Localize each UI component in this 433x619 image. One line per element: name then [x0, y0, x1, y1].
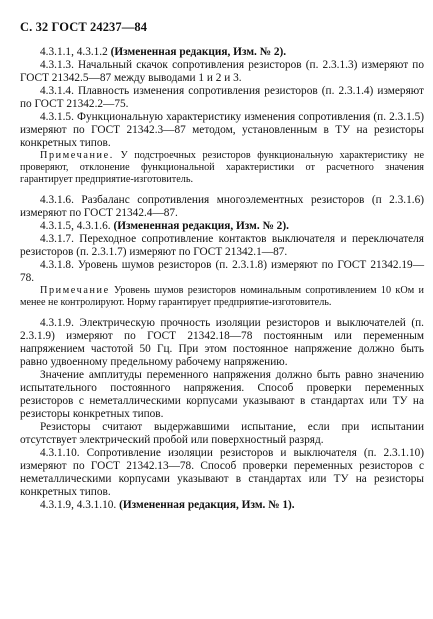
paragraph-4-3-1-8: 4.3.1.8. Уровень шумов резисторов (п. 2.3.1.8) измеряют по ГОСТ 21342.19—78. [20, 259, 424, 284]
paragraph-4-3-1-10: 4.3.1.10. Сопротивление изоляции резисторов и выключателя (п. 2.3.1.10) измеряют по ГОСТ 21342.13—78. Способ проверки переменных резисторов с неметаллическими корпусами указывают в стандартах или ТУ на резисторы конкретных типов. [20, 447, 424, 498]
paragraph-4-3-1-9: 4.3.1.9. Электрическую прочность изоляции резисторов и выключателей (п. 2.3.1.9) измеряют по ГОСТ 21342.18—78 постоянным или переменным напряжением частотой 50 Гц. При этом постоянное напряжение должно быть равно удвоенному предельному рабочему напряжению. [20, 317, 424, 368]
amendment-note: (Измененная редакция, Изм. № 1). [119, 499, 295, 511]
clause-numbers: 4.3.1.5, 4.3.1.6. [40, 220, 111, 232]
paragraph-4-3-1-6: 4.3.1.6. Разбаланс сопротивления многоэлементных резисторов (п 2.3.1.6) измеряют по ГОСТ 21342.4—87. [20, 194, 424, 219]
amendment-note: (Измененная редакция, Изм. № 2). [113, 220, 289, 232]
note-text: У подстроечных резисторов функциональную характеристику не проверяют, отклонение функциональной характеристики от расчетного значения гарантирует предприятие-изготовитель. [20, 150, 424, 185]
note-label: Примечание. [40, 150, 114, 161]
note-label: Примечание [40, 285, 110, 296]
paragraph-test-passed: Резисторы считают выдержавшими испытание, если при испытании отсутствует электрический пробой или поверхностный разряд. [20, 421, 424, 446]
page-header: С. 32 ГОСТ 24237—84 [20, 20, 148, 34]
paragraph-4-3-1-5: 4.3.1.5. Функциональную характеристику изменения сопротивления (п. 2.3.1.5) измеряют по ГОСТ 21342.3—87 методом, установленным в ТУ на резисторы конкретных типов. [20, 111, 424, 149]
note-functional-characteristic [20, 150, 424, 186]
note-noise-level [20, 285, 424, 309]
paragraph-amplitude: Значение амплитуды переменного напряжения должно быть равно значению испытательного постоянного напряжения. Способ проверки переменных резисторов с неметаллическими корпусами указывают в стандартах или ТУ на резисторы конкретных типов. [20, 369, 424, 420]
paragraph-4-3-1-9-10-amendment [20, 499, 424, 512]
note-text: Уровень шумов резисторов номинальным сопротивлением 10 кОм и менее не контролируют. Норму гарантирует предприятие-изготовитель. [20, 285, 424, 308]
document-body [20, 46, 424, 512]
paragraph-4-3-1-5-6-amendment [20, 220, 424, 233]
clause-numbers: 4.3.1.1, 4.3.1.2 [40, 46, 108, 58]
clause-numbers: 4.3.1.9, 4.3.1.10. [40, 499, 117, 511]
paragraph-4-3-1-4: 4.3.1.4. Плавность изменения сопротивления резисторов (п. 2.3.1.4) измеряют по ГОСТ 21342.2—75. [20, 85, 424, 110]
paragraph-4-3-1-3: 4.3.1.3. Начальный скачок сопротивления резисторов (п. 2.3.1.3) измеряют по ГОСТ 21342.5—87 между выводами 1 и 2 и 3. [20, 59, 424, 84]
paragraph-4-3-1-1 [20, 46, 424, 59]
paragraph-4-3-1-7: 4.3.1.7. Переходное сопротивление контактов выключателя и переключателя резисторов (п. 2.3.1.7) измеряют по ГОСТ 21342.1—87. [20, 233, 424, 258]
amendment-note: (Измененная редакция, Изм. № 2). [110, 46, 287, 58]
